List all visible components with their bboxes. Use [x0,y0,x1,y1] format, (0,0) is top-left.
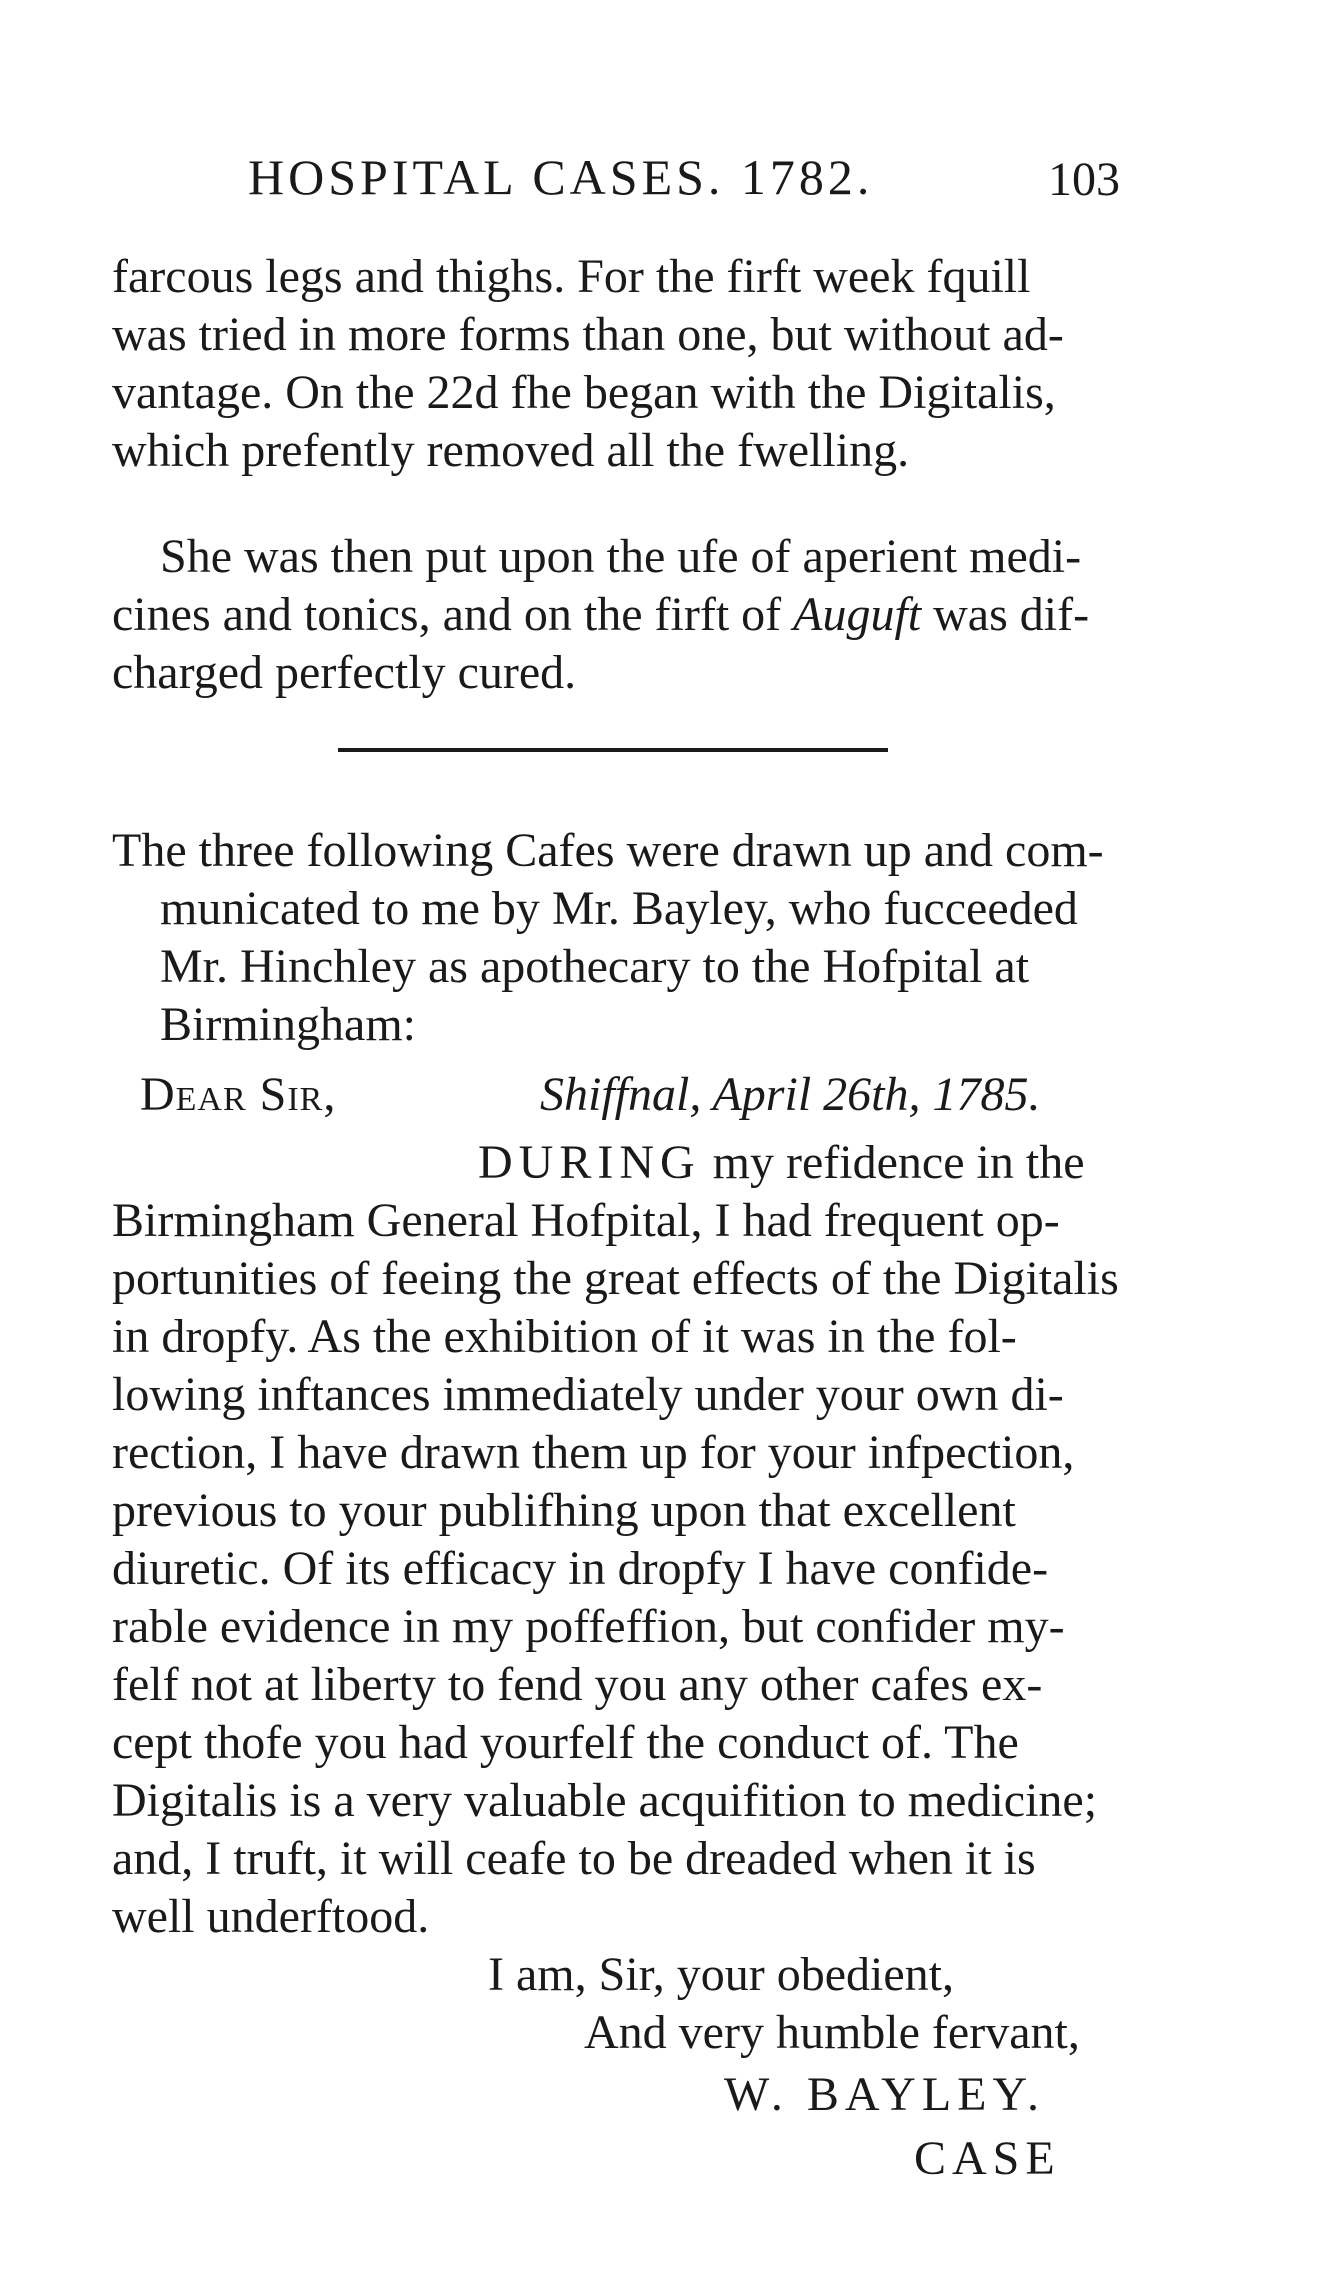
month-name: Auguft [793,588,922,641]
letter-first-line [478,1134,1158,1192]
text-line: charged perfectly cured. [112,646,577,699]
letter-line: lowing inftances immediately under your own di- [112,1368,1064,1421]
text-span: was dif- [921,588,1090,641]
letter-signature: W. BAYLEY. [724,2068,1045,2121]
letter-line: in dropfy. As the exhibition of it was in the fol- [112,1310,1017,1363]
catchword: CASE [914,2132,1061,2185]
letter-line: and, I truft, it will ceafe to be dreaded when it is [112,1832,1036,1885]
intro-line: Birmingham: [160,998,416,1051]
letter-line: well underftood. [112,1890,430,1943]
text-line: vantage. On the 22d fhe began with the Digitalis, [112,366,1056,419]
text-line: which prefently removed all the fwelling. [112,424,910,477]
running-title: HOSPITAL CASES. 1782. [248,149,874,205]
letter-place-date: Shiffnal, April 26th, 1785. [540,1068,1041,1121]
letter-salutation: Dear Sir, [140,1068,337,1121]
text-span: my refidence in the [700,1136,1085,1189]
letter-line: rection, I have drawn them up for your infpection, [112,1426,1075,1479]
letter-closing: And very humble fervant, [584,2006,1080,2059]
letter-line: Digitalis is a very valuable acquifition to medicine; [112,1774,1098,1827]
text-line [112,586,1112,644]
intro-line: municated to me by Mr. Bayley, who fucceeded [160,882,1078,935]
letter-line: previous to your publifhing upon that excellent [112,1484,1016,1537]
page-number: 103 [1048,153,1120,206]
letter-line: Birmingham General Hofpital, I had frequent op- [112,1194,1060,1247]
letter-closing: I am, Sir, your obedient, [488,1948,954,2001]
intro-line: Mr. Hinchley as apothecary to the Hofpital at [160,940,1030,993]
text-line: farcous legs and thighs. For the firft week fquill [112,250,1031,303]
text-line: She was then put upon the ufe of aperient medi- [160,530,1082,583]
text-span: cines and tonics, and on the firft of [112,588,794,641]
intro-line: The three following Cafes were drawn up and com- [112,824,1104,877]
letter-line: felf not at liberty to fend you any other cafes ex- [112,1658,1043,1711]
letter-line: cept thofe you had yourfelf the conduct of. The [112,1716,1019,1769]
text-line: was tried in more forms than one, but without ad- [112,308,1064,361]
letter-line: diuretic. Of its efficacy in dropfy I have confide- [112,1542,1049,1595]
drop-word: DURING [478,1136,701,1189]
letter-line: rable evidence in my poffeffion, but confider my- [112,1600,1065,1653]
letter-line: portunities of feeing the great effects of the Digitalis [112,1252,1119,1305]
section-divider [338,748,888,752]
